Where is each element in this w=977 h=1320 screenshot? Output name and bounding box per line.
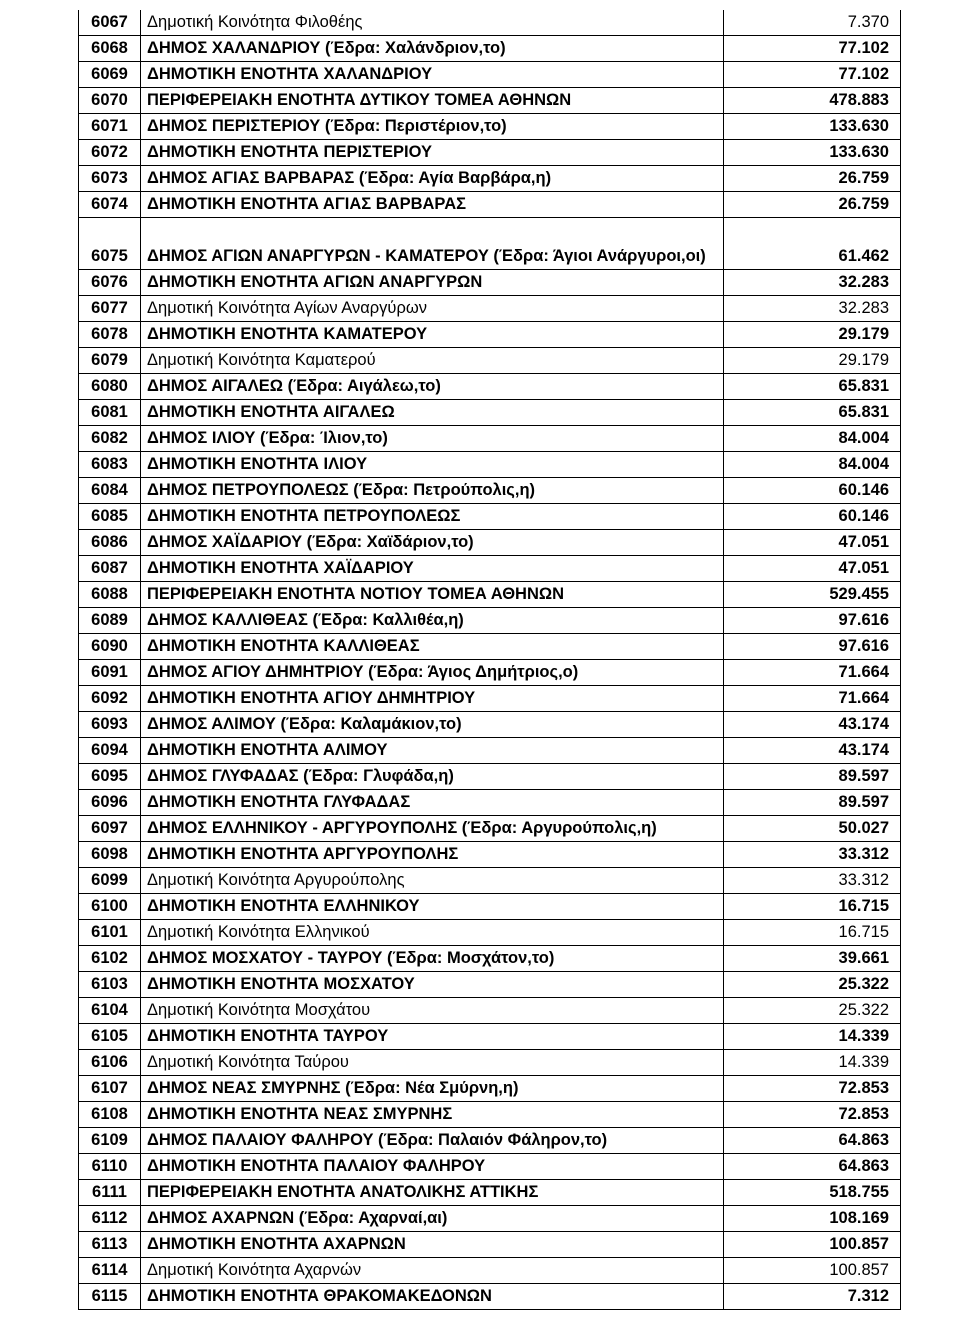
row-population-cell: 65.831	[724, 400, 901, 426]
row-code-cell: 6110	[79, 1154, 141, 1180]
table-row	[79, 1180, 901, 1206]
row-population-cell: 32.283	[724, 296, 901, 322]
row-population-cell: 7.312	[724, 1284, 901, 1310]
table-row	[79, 10, 901, 36]
row-population-cell: 71.664	[724, 686, 901, 712]
row-population-cell: 25.322	[724, 998, 901, 1024]
table-row	[79, 920, 901, 946]
row-name-cell: ΔΗΜΟΣ ΧΑΛΑΝΔΡΙΟΥ (Έδρα: Χαλάνδριον,το)	[141, 36, 724, 62]
row-population-cell: 84.004	[724, 452, 901, 478]
table-row	[79, 166, 901, 192]
row-name-cell: Δημοτική Κοινότητα Αργυρούπολης	[141, 868, 724, 894]
row-code-cell: 6103	[79, 972, 141, 998]
table-row	[79, 478, 901, 504]
table-row	[79, 1128, 901, 1154]
row-population-cell: 39.661	[724, 946, 901, 972]
row-code-cell: 6080	[79, 374, 141, 400]
table-row	[79, 1258, 901, 1284]
row-population-cell: 77.102	[724, 62, 901, 88]
table-row	[79, 608, 901, 634]
row-name-cell: ΔΗΜΟΤΙΚΗ ΕΝΟΤΗΤΑ ΘΡΑΚΟΜΑΚΕΔΟΝΩΝ	[141, 1284, 724, 1310]
table-row	[79, 452, 901, 478]
row-name-cell: ΔΗΜΟΣ ΠΕΡΙΣΤΕΡΙΟΥ (Έδρα: Περιστέριον,το)	[141, 114, 724, 140]
row-code-cell: 6108	[79, 1102, 141, 1128]
table-row	[79, 894, 901, 920]
table-row	[79, 1076, 901, 1102]
row-name-cell: ΔΗΜΟΤΙΚΗ ΕΝΟΤΗΤΑ ΑΓΙΩΝ ΑΝΑΡΓΥΡΩΝ	[141, 270, 724, 296]
table-row	[79, 1154, 901, 1180]
table-row	[79, 348, 901, 374]
row-population-cell: 14.339	[724, 1050, 901, 1076]
table-row	[79, 140, 901, 166]
row-code-cell: 6081	[79, 400, 141, 426]
row-population-cell: 47.051	[724, 556, 901, 582]
row-code-cell: 6107	[79, 1076, 141, 1102]
table-row	[79, 634, 901, 660]
row-name-cell: ΔΗΜΟΣ ΧΑΪΔΑΡΙΟΥ (Έδρα: Χαϊδάριον,το)	[141, 530, 724, 556]
row-population-cell: 64.863	[724, 1154, 901, 1180]
row-code-cell: 6079	[79, 348, 141, 374]
row-population-cell: 29.179	[724, 348, 901, 374]
row-population-cell: 108.169	[724, 1206, 901, 1232]
table-row	[79, 738, 901, 764]
row-name-cell: ΔΗΜΟΣ ΑΓΙΑΣ ΒΑΡΒΑΡΑΣ (Έδρα: Αγία Βαρβάρα,η)	[141, 166, 724, 192]
row-name-cell: ΠΕΡΙΦΕΡΕΙΑΚΗ ΕΝΟΤΗΤΑ ΔΥΤΙΚΟΥ ΤΟΜΕΑ ΑΘΗΝΩΝ	[141, 88, 724, 114]
row-population-cell: 33.312	[724, 868, 901, 894]
row-name-cell: ΔΗΜΟΣ ΑΧΑΡΝΩΝ (Έδρα: Αχαρναί,αι)	[141, 1206, 724, 1232]
row-population-cell: 84.004	[724, 426, 901, 452]
table-row	[79, 1232, 901, 1258]
row-name-cell: ΔΗΜΟΣ ΑΛΙΜΟΥ (Έδρα: Καλαμάκιον,το)	[141, 712, 724, 738]
row-name-cell: ΔΗΜΟΤΙΚΗ ΕΝΟΤΗΤΑ ΜΟΣΧΑΤΟΥ	[141, 972, 724, 998]
table-row	[79, 36, 901, 62]
row-name-cell: ΔΗΜΟΤΙΚΗ ΕΝΟΤΗΤΑ ΠΑΛΑΙΟΥ ΦΑΛΗΡΟΥ	[141, 1154, 724, 1180]
row-code-cell: 6089	[79, 608, 141, 634]
row-population-cell: 65.831	[724, 374, 901, 400]
row-name-cell: ΔΗΜΟΣ ΝΕΑΣ ΣΜΥΡΝΗΣ (Έδρα: Νέα Σμύρνη,η)	[141, 1076, 724, 1102]
row-name-cell: Δημοτική Κοινότητα Μοσχάτου	[141, 998, 724, 1024]
row-code-cell: 6084	[79, 478, 141, 504]
row-name-cell: ΔΗΜΟΣ ΕΛΛΗΝΙΚΟΥ - ΑΡΓΥΡΟΥΠΟΛΗΣ (Έδρα: Αργυρούπολις,η)	[141, 816, 724, 842]
table-row	[79, 1024, 901, 1050]
table-row	[79, 426, 901, 452]
row-population-cell: 72.853	[724, 1076, 901, 1102]
row-code-cell: 6097	[79, 816, 141, 842]
row-code-cell: 6115	[79, 1284, 141, 1310]
row-code-cell: 6098	[79, 842, 141, 868]
row-code-cell: 6101	[79, 920, 141, 946]
table-row	[79, 556, 901, 582]
row-code-cell: 6068	[79, 36, 141, 62]
row-population-cell: 133.630	[724, 140, 901, 166]
row-population-cell: 43.174	[724, 738, 901, 764]
row-code-cell: 6074	[79, 192, 141, 218]
row-name-cell: Δημοτική Κοινότητα Φιλοθέης	[141, 10, 724, 36]
row-name-cell: ΔΗΜΟΤΙΚΗ ΕΝΟΤΗΤΑ ΓΛΥΦΑΔΑΣ	[141, 790, 724, 816]
row-population-cell: 32.283	[724, 270, 901, 296]
row-name-cell: Δημοτική Κοινότητα Καματερού	[141, 348, 724, 374]
row-population-cell: 60.146	[724, 504, 901, 530]
row-population-cell: 71.664	[724, 660, 901, 686]
row-population-cell: 89.597	[724, 764, 901, 790]
row-population-cell: 47.051	[724, 530, 901, 556]
row-code-cell: 6071	[79, 114, 141, 140]
row-code-cell: 6099	[79, 868, 141, 894]
row-population-cell: 7.370	[724, 10, 901, 36]
row-population-cell: 16.715	[724, 920, 901, 946]
row-population-cell: 89.597	[724, 790, 901, 816]
row-code-cell: 6105	[79, 1024, 141, 1050]
row-name-cell: Δημοτική Κοινότητα Ελληνικού	[141, 920, 724, 946]
table-row	[79, 296, 901, 322]
row-name-cell: Δημοτική Κοινότητα Αχαρνών	[141, 1258, 724, 1284]
row-name-cell: ΔΗΜΟΣ ΑΓΙΩΝ ΑΝΑΡΓΥΡΩΝ - ΚΑΜΑΤΕΡΟΥ (Έδρα: Άγιοι Ανάργυροι,οι)	[141, 218, 724, 270]
row-name-cell: ΔΗΜΟΤΙΚΗ ΕΝΟΤΗΤΑ ΑΧΑΡΝΩΝ	[141, 1232, 724, 1258]
row-name-cell: ΔΗΜΟΣ ΚΑΛΛΙΘΕΑΣ (Έδρα: Καλλιθέα,η)	[141, 608, 724, 634]
row-code-cell: 6076	[79, 270, 141, 296]
row-code-cell: 6102	[79, 946, 141, 972]
row-population-cell: 26.759	[724, 166, 901, 192]
row-name-cell: ΔΗΜΟΤΙΚΗ ΕΝΟΤΗΤΑ ΙΛΙΟΥ	[141, 452, 724, 478]
table-row	[79, 946, 901, 972]
row-name-cell: ΔΗΜΟΤΙΚΗ ΕΝΟΤΗΤΑ ΑΛΙΜΟΥ	[141, 738, 724, 764]
row-name-cell: ΠΕΡΙΦΕΡΕΙΑΚΗ ΕΝΟΤΗΤΑ ΝΟΤΙΟΥ ΤΟΜΕΑ ΑΘΗΝΩΝ	[141, 582, 724, 608]
row-code-cell: 6087	[79, 556, 141, 582]
table-row	[79, 218, 901, 270]
row-population-cell: 478.883	[724, 88, 901, 114]
row-code-cell: 6114	[79, 1258, 141, 1284]
row-population-cell: 64.863	[724, 1128, 901, 1154]
table-row	[79, 1050, 901, 1076]
row-name-cell: ΔΗΜΟΤΙΚΗ ΕΝΟΤΗΤΑ ΚΑΛΛΙΘΕΑΣ	[141, 634, 724, 660]
table-row	[79, 504, 901, 530]
row-population-cell: 16.715	[724, 894, 901, 920]
row-code-cell: 6078	[79, 322, 141, 348]
table-row	[79, 270, 901, 296]
row-name-cell: ΔΗΜΟΤΙΚΗ ΕΝΟΤΗΤΑ ΝΕΑΣ ΣΜΥΡΝΗΣ	[141, 1102, 724, 1128]
row-name-cell: ΔΗΜΟΣ ΓΛΥΦΑΔΑΣ (Έδρα: Γλυφάδα,η)	[141, 764, 724, 790]
row-population-cell: 100.857	[724, 1232, 901, 1258]
table-row	[79, 686, 901, 712]
row-code-cell: 6104	[79, 998, 141, 1024]
row-code-cell: 6069	[79, 62, 141, 88]
row-code-cell: 6070	[79, 88, 141, 114]
table-row	[79, 88, 901, 114]
row-population-cell: 97.616	[724, 634, 901, 660]
table-row	[79, 114, 901, 140]
table-row	[79, 1284, 901, 1310]
row-code-cell: 6092	[79, 686, 141, 712]
row-population-cell: 100.857	[724, 1258, 901, 1284]
row-population-cell: 33.312	[724, 842, 901, 868]
row-code-cell: 6093	[79, 712, 141, 738]
row-name-cell: ΔΗΜΟΤΙΚΗ ΕΝΟΤΗΤΑ ΧΑΛΑΝΔΡΙΟΥ	[141, 62, 724, 88]
row-population-cell: 14.339	[724, 1024, 901, 1050]
row-code-cell: 6086	[79, 530, 141, 556]
row-name-cell: ΔΗΜΟΤΙΚΗ ΕΝΟΤΗΤΑ ΑΓΙΟΥ ΔΗΜΗΤΡΙΟΥ	[141, 686, 724, 712]
row-code-cell: 6095	[79, 764, 141, 790]
row-code-cell: 6109	[79, 1128, 141, 1154]
row-name-cell: Δημοτική Κοινότητα Αγίων Αναργύρων	[141, 296, 724, 322]
row-name-cell: ΠΕΡΙΦΕΡΕΙΑΚΗ ΕΝΟΤΗΤΑ ΑΝΑΤΟΛΙΚΗΣ ΑΤΤΙΚΗΣ	[141, 1180, 724, 1206]
row-name-cell: ΔΗΜΟΤΙΚΗ ΕΝΟΤΗΤΑ ΑΡΓΥΡΟΥΠΟΛΗΣ	[141, 842, 724, 868]
table-row	[79, 998, 901, 1024]
row-population-cell: 97.616	[724, 608, 901, 634]
row-name-cell: ΔΗΜΟΣ ΜΟΣΧΑΤΟΥ - ΤΑΥΡΟΥ (Έδρα: Μοσχάτον,το)	[141, 946, 724, 972]
table-row	[79, 712, 901, 738]
table-row	[79, 842, 901, 868]
table-row	[79, 322, 901, 348]
row-name-cell: Δημοτική Κοινότητα Ταύρου	[141, 1050, 724, 1076]
population-table	[78, 10, 901, 1310]
table-row	[79, 400, 901, 426]
row-name-cell: ΔΗΜΟΤΙΚΗ ΕΝΟΤΗΤΑ ΠΕΤΡΟΥΠΟΛΕΩΣ	[141, 504, 724, 530]
row-code-cell: 6090	[79, 634, 141, 660]
row-name-cell: ΔΗΜΟΣ ΠΕΤΡΟΥΠΟΛΕΩΣ (Έδρα: Πετρούπολις,η)	[141, 478, 724, 504]
row-name-cell: ΔΗΜΟΤΙΚΗ ΕΝΟΤΗΤΑ ΑΓΙΑΣ ΒΑΡΒΑΡΑΣ	[141, 192, 724, 218]
table-row	[79, 660, 901, 686]
row-code-cell: 6106	[79, 1050, 141, 1076]
row-population-cell: 26.759	[724, 192, 901, 218]
row-code-cell: 6085	[79, 504, 141, 530]
row-code-cell: 6082	[79, 426, 141, 452]
row-population-cell: 518.755	[724, 1180, 901, 1206]
row-code-cell: 6077	[79, 296, 141, 322]
table-row	[79, 790, 901, 816]
row-code-cell: 6113	[79, 1232, 141, 1258]
row-population-cell: 77.102	[724, 36, 901, 62]
row-population-cell: 529.455	[724, 582, 901, 608]
row-code-cell: 6111	[79, 1180, 141, 1206]
row-population-cell: 72.853	[724, 1102, 901, 1128]
table-row	[79, 374, 901, 400]
row-code-cell: 6073	[79, 166, 141, 192]
row-code-cell: 6100	[79, 894, 141, 920]
document-page	[78, 10, 900, 1310]
table-row	[79, 868, 901, 894]
table-row	[79, 972, 901, 998]
table-row	[79, 62, 901, 88]
table-body	[79, 10, 901, 1310]
row-name-cell: ΔΗΜΟΤΙΚΗ ΕΝΟΤΗΤΑ ΤΑΥΡΟΥ	[141, 1024, 724, 1050]
row-code-cell: 6091	[79, 660, 141, 686]
row-code-cell: 6072	[79, 140, 141, 166]
row-population-cell: 61.462	[724, 218, 901, 270]
row-name-cell: ΔΗΜΟΣ ΑΙΓΑΛΕΩ (Έδρα: Αιγάλεω,το)	[141, 374, 724, 400]
table-row	[79, 582, 901, 608]
row-name-cell: ΔΗΜΟΤΙΚΗ ΕΝΟΤΗΤΑ ΕΛΛΗΝΙΚΟΥ	[141, 894, 724, 920]
row-code-cell: 6094	[79, 738, 141, 764]
row-code-cell: 6112	[79, 1206, 141, 1232]
row-name-cell: ΔΗΜΟΤΙΚΗ ΕΝΟΤΗΤΑ ΧΑΪΔΑΡΙΟΥ	[141, 556, 724, 582]
table-row	[79, 764, 901, 790]
row-name-cell: ΔΗΜΟΣ ΙΛΙΟΥ (Έδρα: Ίλιον,το)	[141, 426, 724, 452]
table-row	[79, 530, 901, 556]
row-name-cell: ΔΗΜΟΣ ΑΓΙΟΥ ΔΗΜΗΤΡΙΟΥ (Έδρα: Άγιος Δημήτριος,ο)	[141, 660, 724, 686]
row-name-cell: ΔΗΜΟΣ ΠΑΛΑΙΟΥ ΦΑΛΗΡΟΥ (Έδρα: Παλαιόν Φάληρον,το)	[141, 1128, 724, 1154]
row-name-cell: ΔΗΜΟΤΙΚΗ ΕΝΟΤΗΤΑ ΠΕΡΙΣΤΕΡΙΟΥ	[141, 140, 724, 166]
row-code-cell: 6088	[79, 582, 141, 608]
row-population-cell: 29.179	[724, 322, 901, 348]
table-row	[79, 1102, 901, 1128]
row-population-cell: 43.174	[724, 712, 901, 738]
row-name-cell: ΔΗΜΟΤΙΚΗ ΕΝΟΤΗΤΑ ΑΙΓΑΛΕΩ	[141, 400, 724, 426]
table-row	[79, 1206, 901, 1232]
row-code-cell: 6083	[79, 452, 141, 478]
row-code-cell: 6075	[79, 218, 141, 270]
table-row	[79, 816, 901, 842]
row-name-cell: ΔΗΜΟΤΙΚΗ ΕΝΟΤΗΤΑ ΚΑΜΑΤΕΡΟΥ	[141, 322, 724, 348]
table-row	[79, 192, 901, 218]
row-population-cell: 60.146	[724, 478, 901, 504]
row-population-cell: 133.630	[724, 114, 901, 140]
row-code-cell: 6096	[79, 790, 141, 816]
row-population-cell: 25.322	[724, 972, 901, 998]
row-population-cell: 50.027	[724, 816, 901, 842]
row-code-cell: 6067	[79, 10, 141, 36]
